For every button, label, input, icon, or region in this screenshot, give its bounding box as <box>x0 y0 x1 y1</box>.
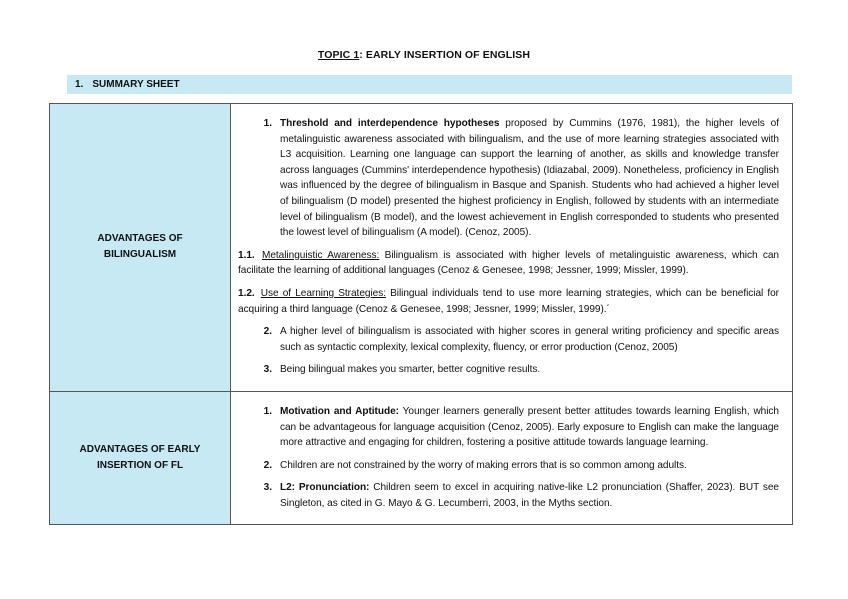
item-body: proposed by Cummins (1976, 1981), the higher levels of metalinguistic awareness associated with bilingualism, and the use of more learning strategies associated with L3 acquisition. Learning one language can support the learning of another, as skills and knowledge transfer across languages (Cummins' interdependence hypothesis) (Idiazabal, 2009). Nonetheless, proficiency in English was influenced by the degree of bilingualism in Basque and Spanish. Students who had achieved a higher level of bilingualism (D model) presented the highest proficiency in English, followed by students with an intermediate level of bilingualism (B model), and the lowest achievement in English corresponded to students who presented the lowest level of bilingualism (A model). (Cenoz, 2005). <box>280 118 779 239</box>
title-topic: TOPIC 1 <box>317 49 360 61</box>
table-row-bilingualism <box>50 104 793 392</box>
summary-sheet-heading <box>67 75 792 94</box>
list-item <box>238 324 779 355</box>
item-number: 2. <box>263 459 272 471</box>
item-heading: Motivation and Aptitude: <box>280 405 399 417</box>
label-line: ADVANTAGES OF EARLY <box>79 444 201 456</box>
row-label-early-insertion <box>50 391 231 525</box>
sub-number: 1.1. <box>238 249 255 261</box>
item-number: 1. <box>263 405 272 417</box>
summary-table <box>49 103 793 525</box>
sub-heading: Metalinguistic Awareness: <box>262 249 380 261</box>
summary-label: SUMMARY SHEET <box>92 79 180 90</box>
item-number: 2. <box>263 326 272 338</box>
item-number: 3. <box>263 482 272 494</box>
label-line: BILINGUALISM <box>103 249 177 261</box>
item-text <box>280 480 779 511</box>
item-body: A higher level of bilingualism is associated with higher scores in general writing proficiency and specific areas such as syntactic complexity, lexical complexity, fluency, or error production (Cenoz, 2005) <box>280 326 779 353</box>
item-body: Children are not constrained by the worry of making errors that is so common among adults. <box>280 459 687 471</box>
row-content-early-insertion <box>231 391 793 525</box>
item-text <box>280 116 779 241</box>
item-body: Younger learners generally present better attitudes towards learning English, which can be advantageous for language acquisition (Cenoz, 2005). Early exposure to English can make the language more attractive and engaging for children, fostering a positive attitude towards language learning. <box>280 405 779 449</box>
title-rest: : EARLY INSERTION OF ENGLISH <box>359 49 531 61</box>
sub-heading: Use of Learning Strategies: <box>260 287 386 299</box>
sub-body: Bilingualism is associated with higher levels of metalinguistic awareness, which can facilitate the learning of additional languages (Cenoz & Genesee, 1998; Jessner, 1999; Missler, 1999). <box>238 249 780 277</box>
item-number: 3. <box>263 364 272 376</box>
row-label-bilingualism <box>50 104 231 392</box>
item-text <box>280 404 779 451</box>
row-content-bilingualism <box>231 104 793 392</box>
label-line: ADVANTAGES OF <box>97 233 183 245</box>
table-row-early-insertion <box>50 391 793 525</box>
item-body: Being bilingual makes you smarter, better cognitive results. <box>280 364 541 376</box>
item-heading: Threshold and interdependence hypotheses <box>280 118 500 129</box>
list-item <box>238 480 779 511</box>
label-line: INSERTION OF FL <box>96 460 184 472</box>
list-item <box>238 404 779 451</box>
list-item <box>238 362 779 378</box>
sub-number: 1.2. <box>238 287 255 299</box>
sub-body: Bilingual individuals tend to use more learning strategies, which can be beneficial for acquiring a third language (Cenoz & Genesee, 1998; Jessner, 1999; Missler, 1999).´ <box>238 287 779 315</box>
list-item <box>238 116 779 241</box>
list-item <box>238 458 779 474</box>
item-number: 1. <box>263 118 272 129</box>
sub-item <box>238 248 779 279</box>
sub-item <box>238 286 779 317</box>
summary-number: 1. <box>75 79 84 90</box>
document-title <box>0 49 848 61</box>
item-body: Children seem to excel in acquiring native-like L2 pronunciation (Shaffer, 2023). BUT see Singleton, as cited in G. Mayo & G. Lecumberri, 2003, in the Myths section. <box>280 482 779 509</box>
item-heading: L2: Pronunciation: <box>280 482 370 494</box>
